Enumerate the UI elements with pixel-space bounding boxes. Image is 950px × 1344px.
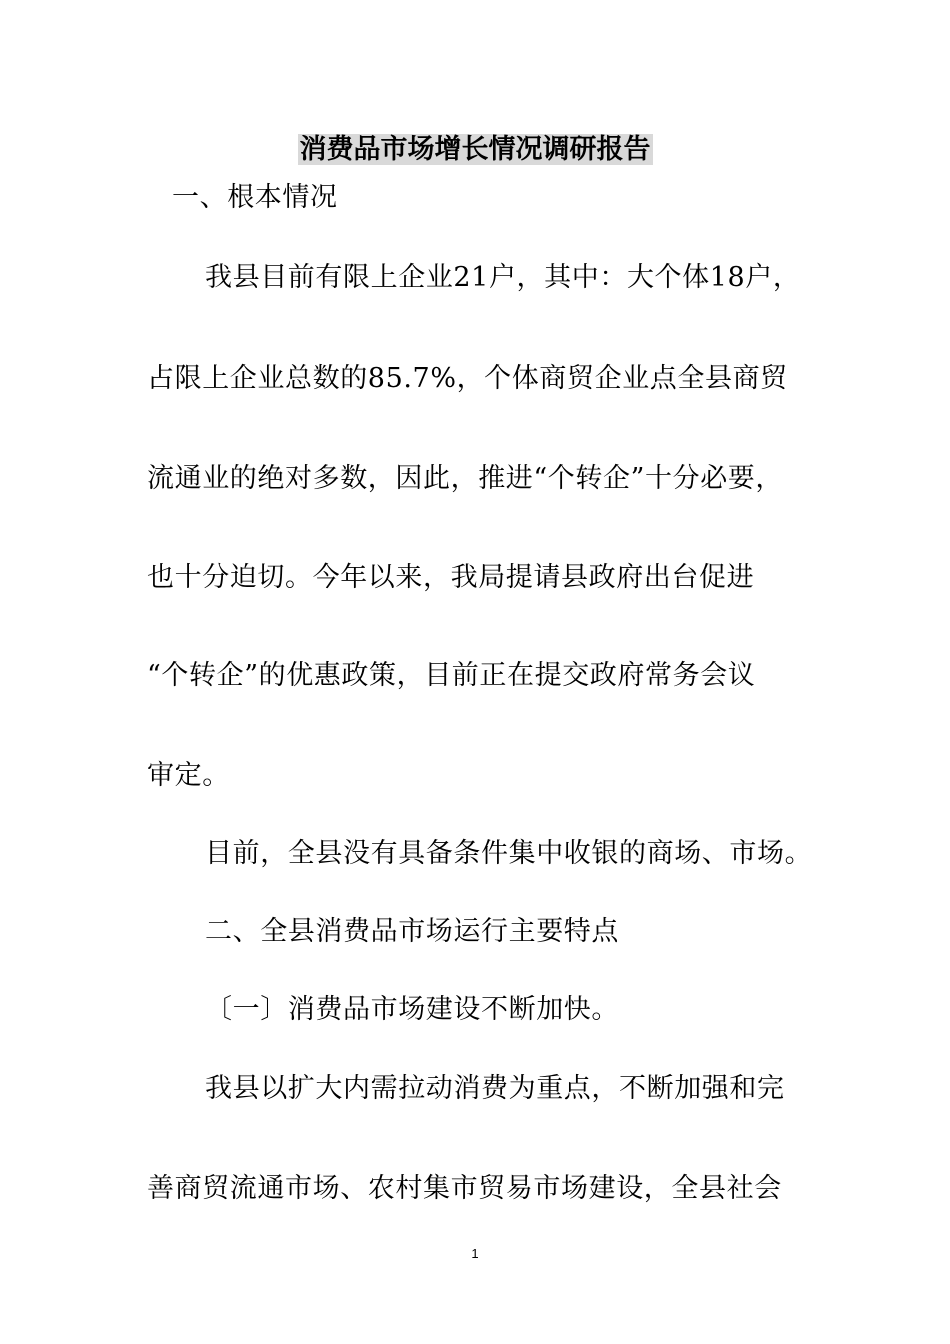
- paragraph-line: 占限上企业总数的85.7%，个体商贸企业点全县商贸: [147, 363, 788, 394]
- document-title: [0, 128, 950, 172]
- paragraph-line: 我县以扩大内需拉动消费为重点，不断加强和完: [205, 1073, 785, 1104]
- paragraph-line: “个转企”的优惠政策，目前正在提交政府常务会议: [147, 660, 756, 691]
- subsection-heading: 〔一〕消费品市场建设不断加快。: [205, 994, 619, 1025]
- paragraph-line: 审定。: [147, 760, 230, 791]
- paragraph-line: 流通业的绝对多数，因此，推进“个转企”十分必要，: [147, 463, 784, 494]
- page-number: 1: [471, 1246, 479, 1261]
- section-heading-1: 一、根本情况: [172, 182, 338, 213]
- paragraph-line: 也十分迫切。今年以来，我局提请县政府出台促进: [147, 562, 755, 593]
- paragraph-line: 善商贸流通市场、农村集市贸易市场建设，全县社会: [147, 1173, 782, 1204]
- paragraph-line: 我县目前有限上企业21户，其中：大个体18户，: [205, 262, 801, 293]
- paragraph-line: 目前，全县没有具备条件集中收银的商场、市场。: [205, 838, 813, 869]
- document-title-text: 消费品市场增长情况调研报告: [299, 134, 651, 165]
- section-heading-2: 二、全县消费品市场运行主要特点: [205, 916, 619, 947]
